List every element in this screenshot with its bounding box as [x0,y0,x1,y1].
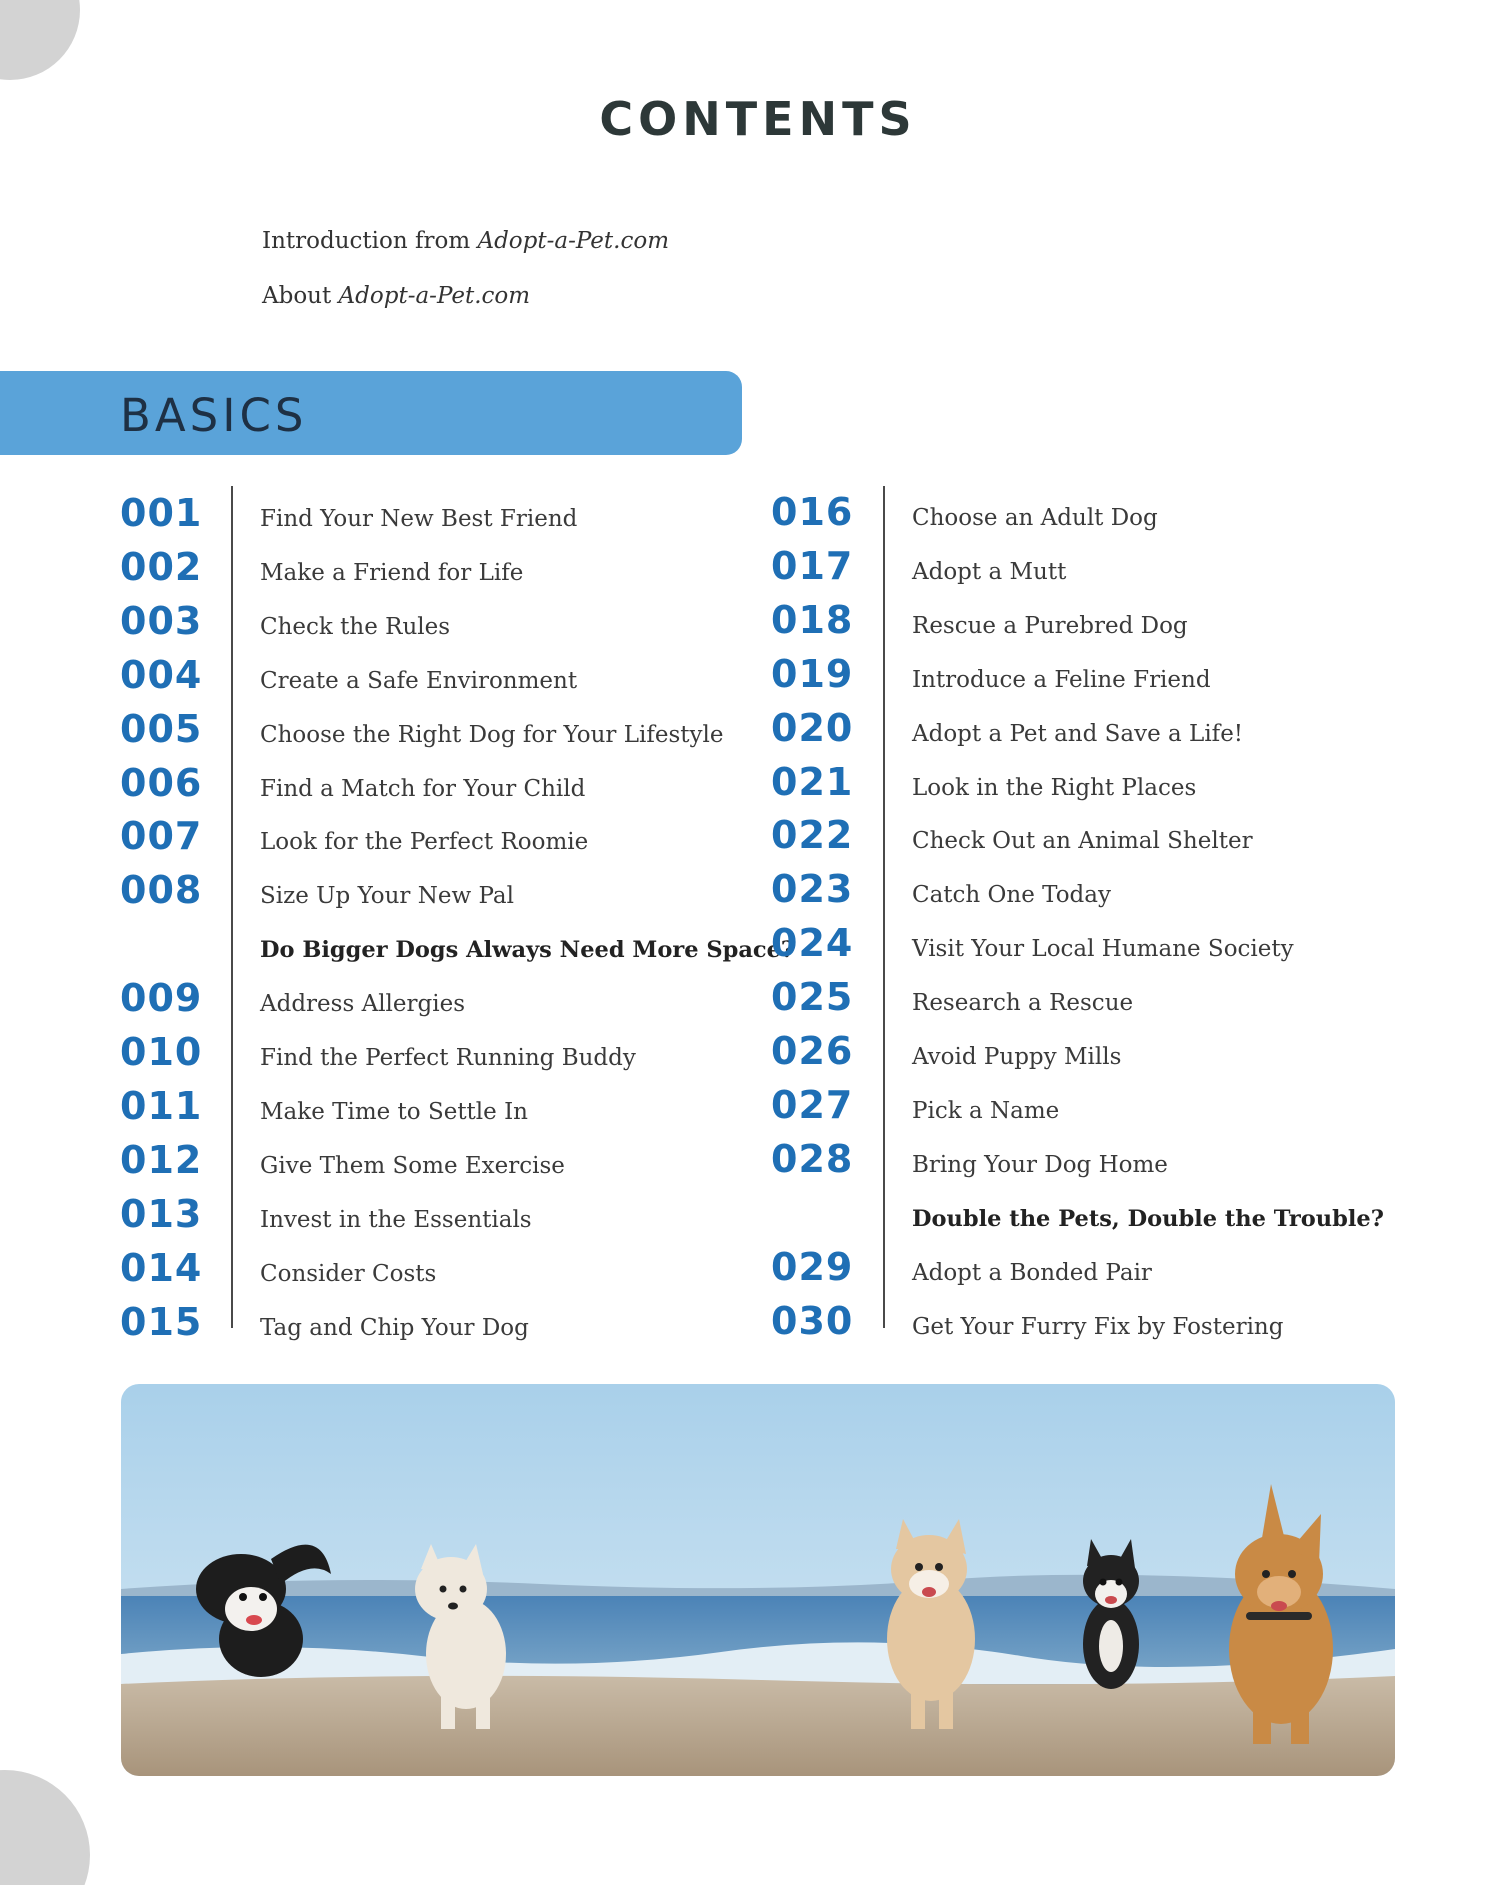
entry-number: 003 [120,598,203,643]
toc-entry[interactable] [120,1191,820,1249]
entry-title: Introduce a Feline Friend [912,666,1211,693]
entry-number: 002 [120,544,203,589]
entry-title: Research a Rescue [912,990,1134,1017]
entry-number: 001 [120,491,203,535]
toc-entry[interactable] [771,1298,1472,1356]
toc-entry[interactable] [771,867,1472,924]
entry-title: Choose an Adult Dog [912,505,1158,531]
front-matter-italic: Adopt-a-Pet.com [477,228,669,254]
entry-title: Get Your Furry Fix by Fostering [912,1313,1284,1340]
toc-entry[interactable] [120,1083,820,1141]
entry-title: Look in the Right Places [912,774,1197,801]
entry-number: 023 [771,867,854,912]
page-title: CONTENTS [599,92,917,146]
section-header-bar [0,371,742,455]
front-matter-prefix: Introduction from [262,228,478,254]
entry-title: Avoid Puppy Mills [912,1044,1122,1070]
entry-title: Find Your New Best Friend [260,506,578,532]
entry-number: 028 [771,1136,854,1181]
toc-entry[interactable] [771,651,1472,709]
toc-entry[interactable] [771,1136,1472,1194]
entry-title: Make Time to Settle In [260,1098,528,1125]
entry-title: Make a Friend for Life [260,559,524,586]
toc-entry[interactable] [120,868,820,925]
entry-number: 018 [771,597,854,642]
entry-number: 011 [120,1083,203,1128]
entry-number: 024 [771,921,854,966]
toc-entry[interactable] [771,490,1472,547]
entry-title: Pick a Name [912,1097,1060,1124]
page-corner-shadow [0,0,80,80]
column-divider-right [883,486,885,1328]
toc-entry[interactable] [771,1244,1472,1302]
photo-illustration [121,1384,1395,1776]
entry-number: 029 [771,1244,854,1289]
toc-entry[interactable] [771,813,1472,870]
entry-title: Adopt a Mutt [912,558,1067,585]
toc-highlight-entry[interactable] [771,1194,1472,1248]
toc-entry[interactable] [120,491,820,548]
entry-title: Do Bigger Dogs Always Need More Space? [260,937,795,964]
entry-title: Catch One Today [912,882,1111,909]
entry-title: Consider Costs [260,1260,437,1287]
entry-title: Give Them Some Exercise [260,1152,565,1179]
entry-number: 015 [120,1299,203,1344]
toc-entry[interactable] [771,975,1472,1032]
toc-entry[interactable] [771,597,1472,655]
toc-entry[interactable] [771,759,1472,817]
entry-number: 017 [771,543,854,588]
entry-title: Look for the Perfect Roomie [260,829,589,856]
toc-entry[interactable] [120,760,820,818]
entry-number: 010 [120,1030,203,1074]
entry-number: 019 [771,651,854,696]
entry-number: 025 [771,975,854,1020]
entry-number: 014 [120,1245,203,1290]
toc-entry[interactable] [771,705,1472,763]
toc-entry[interactable] [771,543,1472,601]
toc-entry[interactable] [771,921,1472,978]
entry-number: 007 [120,814,203,859]
toc-entry[interactable] [120,1245,820,1303]
entry-title: Choose the Right Dog for Your Lifestyle [260,721,724,748]
entry-title: Bring Your Dog Home [912,1151,1168,1178]
entry-number: 012 [120,1137,203,1182]
front-matter-introduction[interactable] [262,228,669,254]
toc-entry[interactable] [120,1030,820,1087]
entry-number: 016 [771,490,854,534]
entry-title: Create a Safe Environment [260,667,578,694]
toc-entry[interactable] [120,598,820,656]
entry-number: 022 [771,813,854,858]
entry-number: 004 [120,652,203,697]
entry-number: 008 [120,868,203,913]
entry-title: Tag and Chip Your Dog [260,1314,529,1341]
toc-entry[interactable] [120,652,820,710]
entry-title: Adopt a Bonded Pair [912,1259,1152,1286]
entry-title: Invest in the Essentials [260,1206,532,1233]
toc-entry[interactable] [771,1082,1472,1140]
entry-number: 006 [120,760,203,805]
entry-title: Double the Pets, Double the Trouble? [912,1205,1384,1232]
entry-number: 005 [120,706,203,751]
dogs-on-beach-photo [121,1384,1395,1776]
entry-title: Find a Match for Your Child [260,775,586,802]
column-divider-left [231,486,233,1328]
page-corner-shadow [0,1770,90,1885]
entry-number: 009 [120,976,203,1021]
front-matter-prefix: About [262,283,339,309]
entry-number: 020 [771,705,854,750]
front-matter-italic: Adopt-a-Pet.com [338,283,531,309]
entry-title: Address Allergies [260,991,466,1018]
toc-entry[interactable] [120,706,820,764]
toc-highlight-entry[interactable] [120,925,820,979]
entry-number: 021 [771,759,854,804]
toc-entry[interactable] [771,1029,1472,1086]
entry-title: Check Out an Animal Shelter [912,828,1253,855]
section-title: BASICS [120,389,308,442]
toc-entry[interactable] [120,1137,820,1195]
entry-number: 026 [771,1029,854,1073]
entry-title: Rescue a Purebred Dog [912,612,1188,639]
front-matter-about[interactable] [262,283,530,309]
toc-entry[interactable] [120,544,820,602]
entry-number: 030 [771,1298,854,1343]
entry-title: Check the Rules [260,613,451,640]
entry-title: Adopt a Pet and Save a Life! [912,720,1244,747]
toc-entry[interactable] [120,814,820,871]
entry-title: Size Up Your New Pal [260,883,514,910]
entry-title: Find the Perfect Running Buddy [260,1045,636,1071]
entry-number: 027 [771,1082,854,1127]
entry-title: Visit Your Local Humane Society [912,936,1294,963]
entry-number: 013 [120,1191,203,1236]
toc-entry[interactable] [120,1299,820,1357]
toc-entry[interactable] [120,976,820,1033]
